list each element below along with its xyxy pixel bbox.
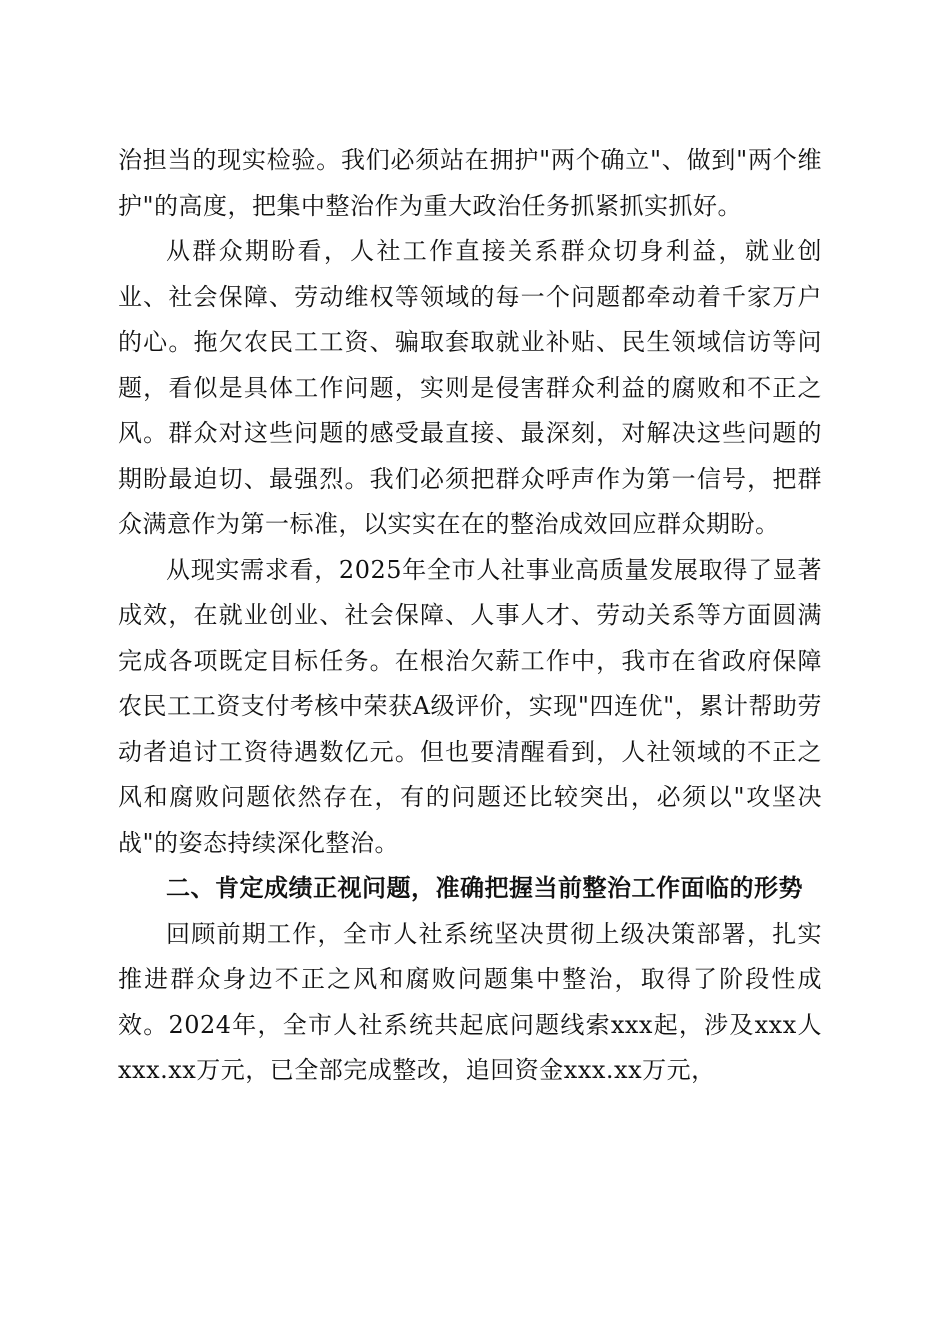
paragraph-mass-expectations: 从群众期盼看，人社工作直接关系群众切身利益，就业创业、社会保障、劳动维权等领域的每一个问题都牵动着千家万户的心。拖欠农民工工资、骗取套取就业补贴、民生领域信访等问题，看似是具体工作问题，实则是侵害群众利益的腐败和不正之风。群众对这些问题的感受最直接、最深刻，对解决这些问题的期盼最迫切、最强烈。我们必须把群众呼声作为第一信号，把群众满意作为第一标准，以实实在在的整治成效回应群众期盼。 [118, 237, 822, 538]
paragraph-review-work: 回顾前期工作，全市人社系统坚决贯彻上级决策部署，扎实推进群众身边不正之风和腐败问题集中整治，取得了阶段性成效。2024年，全市人社系统共起底问题线索xxx起，涉及xxx人xxx.xx万元，已全部完成整改，追回资金xxx.xx万元， [118, 919, 822, 1084]
document-page [118, 138, 822, 1094]
paragraph-practical-needs: 从现实需求看，2025年全市人社事业高质量发展取得了显著成效，在就业创业、社会保障、人事人才、劳动关系等方面圆满完成各项既定目标任务。在根治欠薪工作中，我市在省政府保障农民工工资支付考核中荣获A级评价，实现"四连优"，累计帮助劳动者追讨工资待遇数亿元。但也要清醒看到，人社领域的不正之风和腐败问题依然存在，有的问题还比较突出，必须以"攻坚决战"的姿态持续深化整治。 [118, 555, 822, 857]
section-heading-2: 二、肯定成绩正视问题，准确把握当前整治工作面临的形势 [166, 874, 803, 902]
paragraph-continuation: 治担当的现实检验。我们必须站在拥护"两个确立"、做到"两个维护"的高度，把集中整治作为重大政治任务抓紧抓实抓好。 [118, 146, 822, 220]
